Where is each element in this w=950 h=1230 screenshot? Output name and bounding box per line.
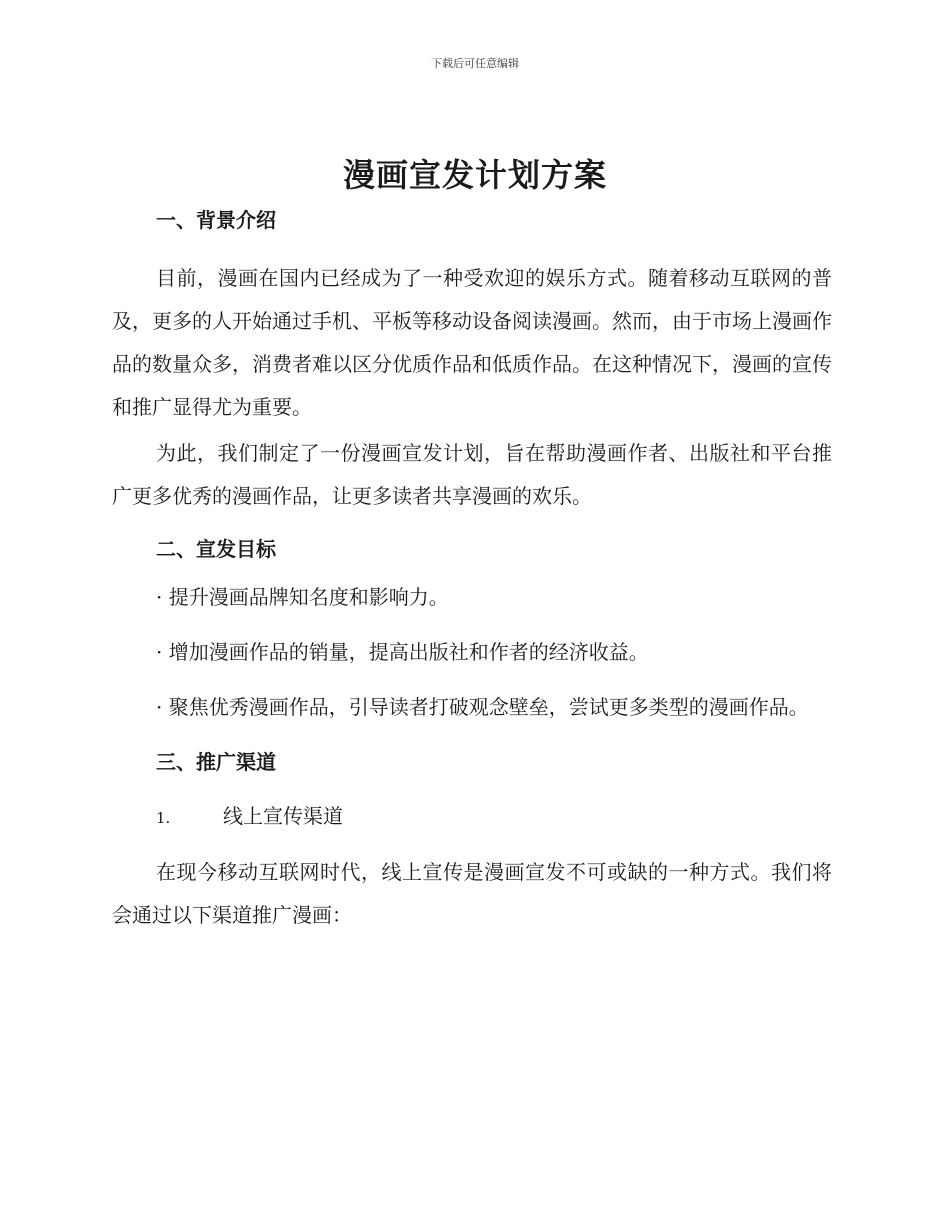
numbered-subheading <box>112 801 832 833</box>
goal-item-1: · 提升漫画品牌知名度和影响力。 <box>156 585 449 609</box>
document-body <box>112 205 832 937</box>
section-heading-goals: 二、宣发目标 <box>156 537 276 561</box>
goal-item-3: · 聚焦优秀漫画作品，引导读者打破观念壁垒，尝试更多类型的漫画作品。 <box>156 695 809 719</box>
document-title: 漫画宣发计划方案 <box>342 156 607 194</box>
channels-paragraph-1: 在现今移动互联网时代，线上宣传是漫画宣发不可或缺的一种方式。我们将会通过以下渠道推广漫画： <box>112 860 832 927</box>
background-paragraph-2: 为此，我们制定了一份漫画宣发计划，旨在帮助漫画作者、出版社和平台推广更多优秀的漫画作品，让更多读者共享漫画的欢乐。 <box>112 441 832 508</box>
goal-item-2: · 增加漫画作品的销量，提高出版社和作者的经济收益。 <box>156 640 649 664</box>
sub-title: 线上宣传渠道 <box>223 804 343 828</box>
section-heading-channels: 三、推广渠道 <box>156 750 276 774</box>
sub-number: 1. <box>156 809 171 827</box>
section-heading-background: 一、背景介绍 <box>156 208 276 232</box>
header-note: 下载后可任意编辑 <box>431 57 519 70</box>
background-paragraph-1: 目前，漫画在国内已经成为了一种受欢迎的娱乐方式。随着移动互联网的普及，更多的人开始通过手机、平板等移动设备阅读漫画。然而，由于市场上漫画作品的数量众多，消费者难以区分优质作品和低质作品。在这种情况下，漫画的宣传和推广显得尤为重要。 <box>112 266 832 419</box>
